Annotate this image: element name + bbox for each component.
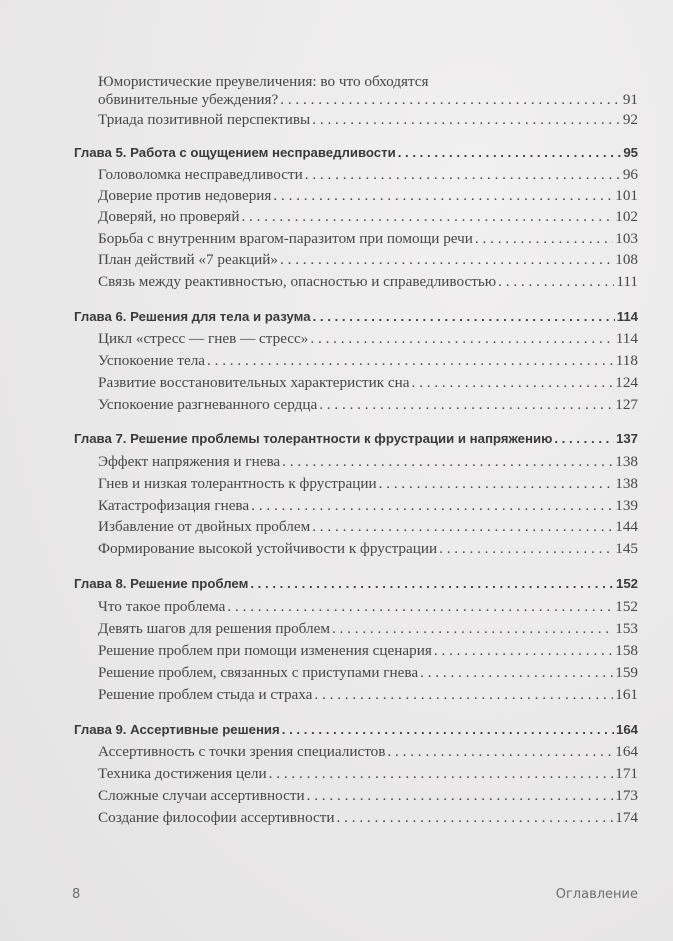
toc-entry-title: Борьба с внутренним врагом-паразитом при помощи речи [98,230,473,247]
toc-chapter-entry[interactable] [74,431,638,446]
toc-entry-page: 139 [615,497,638,514]
leader-dots [280,251,613,269]
toc-entry-title: Формирование высокой устойчивости к фрустрации [98,540,438,557]
toc-section-entry[interactable] [98,620,638,638]
toc-section-entry[interactable] [98,518,638,536]
toc-entry-title: Техника достижения цели [98,765,267,782]
toc-entry-title: Катастрофизация гнева [98,497,250,514]
toc-section-entry[interactable] [98,208,638,226]
running-title: Оглавление [555,887,638,902]
toc-section-entry[interactable] [98,809,638,827]
leader-dots [313,309,615,324]
toc-entry-page: 164 [615,722,638,737]
toc-chapter-entry[interactable] [74,145,638,160]
toc-entry-title: Избавление от двойных проблем [98,518,311,535]
toc-section-entry[interactable] [98,540,638,558]
toc-entry-page: 144 [615,518,638,535]
toc-entry-page: 111 [616,273,638,290]
toc-entry-page: 158 [615,642,638,659]
toc-chapter-entry[interactable] [74,722,638,737]
toc-entry-title: Связь между реактивностью, опасностью и справедливостью [98,273,497,290]
leader-dots [282,453,613,471]
toc-entry-page: 174 [615,809,638,826]
leader-dots [250,576,614,591]
toc-entry-page: 171 [615,765,638,782]
leader-dots [280,91,621,109]
leader-dots [337,809,614,827]
toc-section-entry[interactable] [98,642,638,660]
leader-dots [332,620,613,638]
toc-entry-page: 114 [616,309,638,324]
leader-dots [310,330,613,348]
toc-entry-title: Ассертивность с точки зрения специалистов [98,743,386,760]
leader-dots [282,722,614,737]
toc-entry-title: Решение проблем, связанных с приступами гнева [98,664,419,681]
toc-section-entry[interactable] [98,475,638,493]
toc-entry-title: Решение проблем при помощи изменения сценария [98,642,432,659]
toc-entry-title: обвинительные убеждения? [98,91,279,108]
toc-section-entry[interactable] [98,664,638,682]
toc-entry-page: 173 [615,787,638,804]
toc-entry-page: 102 [615,208,638,225]
leader-dots [379,475,614,493]
toc-entry-page: 114 [615,330,638,347]
toc-entry-title: Развитие восстановительных характеристик сна [98,374,410,391]
toc-entry-title: Доверие против недоверия [98,187,272,204]
toc-section-entry[interactable] [98,273,638,291]
toc-section-entry[interactable] [98,686,638,704]
leader-dots [498,273,614,291]
toc-entry-page: 137 [615,431,638,446]
toc-entry-page: 96 [622,166,638,183]
toc-entry-title: Успокоение тела [98,352,206,369]
leader-dots [319,396,613,414]
toc-section-entry[interactable] [98,91,638,109]
toc-section-entry[interactable] [98,187,638,205]
toc-entry-page: 152 [615,598,638,615]
toc-entry-title: Триада позитивной перспективы [98,111,311,128]
toc-chapter-title: Глава 9. Ассертивные решения [74,722,280,737]
leader-dots [269,765,614,783]
leader-dots [434,642,613,660]
toc-section-entry[interactable] [98,251,638,269]
toc-chapter-entry[interactable] [74,309,638,324]
leader-dots [305,166,621,184]
toc-entry-title: Цикл «стресс — гнев — стресс» [98,330,309,347]
leader-dots [307,787,614,805]
toc-section-entry[interactable] [98,497,638,515]
toc-entry-page: 159 [615,664,638,681]
toc-entry-title: Успокоение разгневанного сердца [98,396,318,413]
toc-section-entry[interactable] [98,598,638,616]
leader-dots [554,431,614,446]
leader-dots [475,230,613,248]
toc-entry-page: 127 [615,396,638,413]
toc-entry-page: 92 [622,111,638,128]
toc-entry-page: 118 [615,352,638,369]
toc-entry-title: Создание философии ассертивности [98,809,335,826]
toc-entry-title: План действий «7 реакций» [98,251,279,268]
toc-entry-page: 161 [615,686,638,703]
page-number: 8 [72,887,81,902]
toc-entry-page: 103 [615,230,638,247]
toc-entry-page: 138 [615,453,638,470]
toc-entry-page: 91 [622,91,638,108]
leader-dots [412,374,614,392]
toc-chapter-entry[interactable] [74,576,638,591]
toc-chapter-title: Глава 5. Работа с ощущением несправедливости [74,145,396,160]
toc-entry-title: Гнев и низкая толерантность к фрустрации [98,475,377,492]
toc-entry-page: 152 [615,576,638,591]
toc-entry-page: 138 [615,475,638,492]
toc-section-entry[interactable] [98,111,638,129]
toc-chapter-title: Глава 6. Решения для тела и разума [74,309,311,324]
leader-dots [387,743,613,761]
toc-entry-title: Девять шагов для решения проблем [98,620,330,637]
leader-dots [241,208,613,226]
toc-entry-page: 108 [615,251,638,268]
leader-dots [439,540,613,558]
toc-section-entry[interactable] [98,396,638,414]
toc-entry-title: Решение проблем стыда и страха [98,686,313,703]
leader-dots [207,352,614,370]
toc-entry-page: 153 [615,620,638,637]
leader-dots [398,145,622,160]
leader-dots [312,111,621,129]
leader-dots [227,598,613,616]
toc-section-entry[interactable] [98,374,638,392]
toc-section-entry[interactable] [98,166,638,184]
toc-entry-title: Эффект напряжения и гнева [98,453,281,470]
leader-dots [312,518,613,536]
toc-section-entry[interactable] [98,330,638,348]
toc-section-entry[interactable] [98,765,638,783]
toc-section-entry[interactable] [98,743,638,761]
toc-entry-title: Сложные случаи ассертивности [98,787,305,804]
toc-section-wrap-line1: Юмористические преувеличения: во что обходятся [98,73,429,90]
toc-entry-page: 101 [615,187,638,204]
toc-section-entry[interactable] [98,453,638,471]
toc-entry-page: 124 [615,374,638,391]
toc-entry-title: Доверяй, но проверяй [98,208,240,225]
leader-dots [251,497,613,515]
toc-entry-page: 145 [615,540,638,557]
toc-section-entry[interactable] [98,230,638,248]
toc-section-entry[interactable] [98,787,638,805]
toc-section-entry[interactable] [98,352,638,370]
leader-dots [273,187,613,205]
toc-entry-title: Что такое проблема [98,598,226,615]
toc-entry-page: 164 [615,743,638,760]
toc-chapter-title: Глава 8. Решение проблем [74,576,249,591]
toc-entry-title: Головоломка несправедливости [98,166,303,183]
toc-chapter-title: Глава 7. Решение проблемы толерантности к фрустрации и напряжению [74,431,553,446]
toc-entry-page: 95 [623,145,638,160]
leader-dots [420,664,613,682]
leader-dots [314,686,613,704]
